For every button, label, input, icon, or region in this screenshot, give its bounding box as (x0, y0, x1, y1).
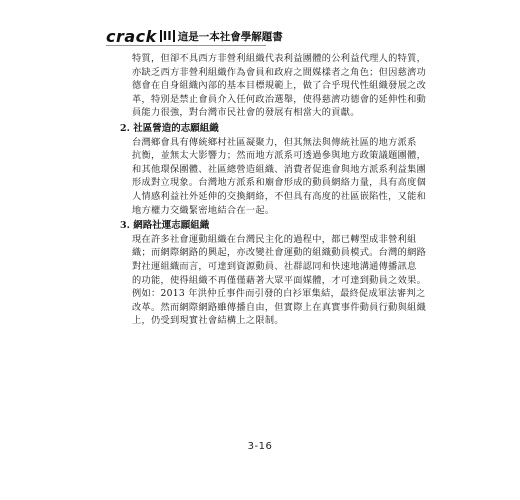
document-body (120, 52, 427, 328)
text-line: 形成對立現象。台灣地方派系和廟會形成的動員網絡力量，具有高度個 (132, 177, 427, 189)
text-line: 亦缺乏西方非營利組織作為會員和政府之間媒樣者之角色；但因慈濟功 (132, 66, 427, 78)
text-line: 抗衡，並無太大影響力；然而地方派系可透過參與地方政策議題團體， (132, 150, 427, 162)
text-line: 地方權力交織緊密地結合在一起。 (132, 204, 275, 216)
section-paragraph (120, 233, 427, 328)
brand-logo-mark: II (160, 30, 175, 42)
text-line: 特質，但卻不具西方非營利組織代表利益團體的公利益代理人的特質， (132, 53, 427, 64)
text-line: 人情感利益社外延伸的交換網絡，不但具有高度的社區嵌陷性，又能和 (132, 190, 427, 202)
section-paragraph (120, 136, 427, 218)
text-line: 德會在自身組織內部的基本目標規範上，做了合乎現代性組織發展之改 (132, 80, 427, 92)
text-line: 上，仍受到現實社會結構上之限制。 (132, 315, 284, 327)
text-line: 和其他環保團體、社區總營造組織、消費者促進會與地方派系利益集團 (132, 163, 427, 175)
intro-paragraph (120, 52, 427, 120)
page-header (106, 27, 283, 45)
text-line: 的功能，使得組織不再僅僅藉著大眾平面媒體，才可達到動員之效果。 (132, 274, 427, 286)
page-number: 3-16 (247, 441, 273, 452)
text-line: 對社運組織而言，可達到資源動員、社群認同和快速地溝通傳播訊息 (132, 260, 417, 272)
header-tagline: 這是一本社會學解題書 (177, 30, 283, 43)
text-line: 革，特別是禁止會員介入任何政治選舉，使得慈濟功德會的延伸性和動 (132, 93, 427, 105)
section-heading: 2. 社區營造的志願組織 (120, 122, 219, 134)
text-line: 例如：2013 年洪仲丘事件而引發的白衫軍集結，最終促成軍法審判之 (132, 288, 426, 300)
text-line: 現在許多社會運動組織在台灣民主化的過程中，都已轉型成非營利組 (132, 233, 417, 245)
header-divider (106, 45, 266, 46)
text-line: 織；而網際網路的興起，亦改變社會運動的組織動員模式。台灣的網路 (132, 247, 427, 259)
text-line: 台灣鄉會具有傳統鄉村社區凝聚力，但其無法與傳統社區的地方派系 (132, 136, 417, 148)
text-line: 改革。然而網際網路雖傳播自由，但實際上在真實事件動員行動與組織 (132, 301, 427, 313)
text-line: 員能力很強，對台灣市民社會的發展有相當大的貢獻。 (132, 107, 360, 119)
section-heading: 3. 網路社運志願組織 (120, 220, 210, 232)
brand-logo: crack (106, 26, 157, 46)
